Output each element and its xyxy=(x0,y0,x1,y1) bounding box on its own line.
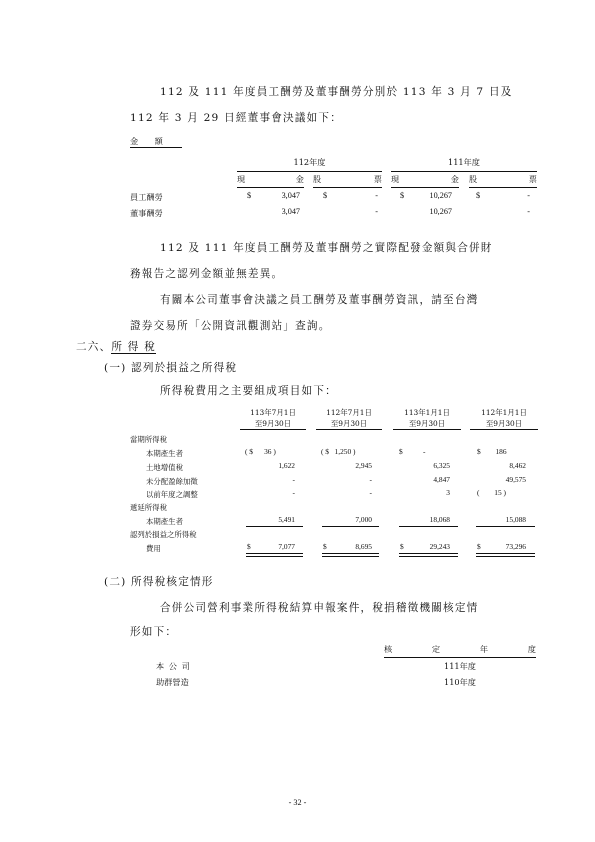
comp-row-label: 員工酬勞 xyxy=(130,192,163,202)
para1-line2: 112 年 3 月 29 日經董事會決議如下： xyxy=(130,112,343,124)
tax-value: ( 15 ) xyxy=(477,488,506,497)
tax-total-value: 8,695 xyxy=(355,542,372,551)
approval-header-char: 度 xyxy=(527,644,536,654)
approval-row-label: 本 公 司 xyxy=(156,661,191,671)
tax-col-header-line2: 至9月30日 xyxy=(316,418,382,430)
comp-value: 10,267 xyxy=(429,191,452,200)
tax-value: - xyxy=(292,475,295,484)
sub2-title: (二) 所得稅核定情形 xyxy=(104,576,214,588)
tax-row-label: 土地增值稅 xyxy=(146,463,183,472)
divider xyxy=(384,657,536,658)
tax-col-header-line1: 113年1月1日 xyxy=(404,408,450,417)
tax-value: ( $ 36 ) xyxy=(245,447,276,456)
unit-label: 金 額 xyxy=(130,136,182,148)
currency-symbol: $ xyxy=(477,542,481,551)
col-cash-char: 金 xyxy=(295,174,304,184)
approval-row-label: 助群營造 xyxy=(156,677,189,687)
col-stock-char: 股 xyxy=(313,174,322,184)
tax-row-label: 本期產生者 xyxy=(146,517,183,526)
tax-total-value: 7,077 xyxy=(278,542,295,551)
tax-value: 5,491 xyxy=(278,515,295,524)
tax-value: 49,575 xyxy=(505,475,526,484)
currency-symbol: $ xyxy=(323,191,328,200)
col-cash-112 xyxy=(237,174,304,185)
section-title: 所 得 稅 xyxy=(111,341,156,353)
currency-symbol: $ xyxy=(476,191,481,200)
total-label-line2: 費用 xyxy=(146,544,161,553)
currency-symbol: $ xyxy=(247,542,251,551)
divider xyxy=(237,171,382,172)
tax-value: 18,068 xyxy=(429,515,450,524)
para3-line2: 證券交易所「公開資訊觀測站」查詢。 xyxy=(130,320,331,332)
currency-symbol: $ xyxy=(400,542,404,551)
para1-line1: 112 及 111 年度員工酬勞及董事酬勞分別於 113 年 3 月 7 日及 xyxy=(160,86,513,98)
approval-header-char: 年 xyxy=(479,644,489,654)
comp-value: - xyxy=(375,207,378,216)
approval-header-char: 核 xyxy=(384,644,393,654)
tax-col-header-line2: 至9月30日 xyxy=(470,418,538,430)
divider xyxy=(399,526,458,527)
sub2-line1: 合併公司營利事業所得稅結算申報案件，稅捐稽徵機關核定情 xyxy=(160,602,479,614)
comp-value: 10,267 xyxy=(429,207,452,216)
currency-symbol: $ xyxy=(323,542,327,551)
sub1-intro: 所得稅費用之主要組成項目如下： xyxy=(160,385,337,397)
divider xyxy=(322,526,379,527)
tax-col-header-line1: 112年1月1日 xyxy=(481,408,527,417)
tax-value: 2,945 xyxy=(355,461,372,470)
tax-value: - xyxy=(292,488,295,497)
divider xyxy=(237,187,304,188)
col-stock-char: 票 xyxy=(373,174,382,184)
tax-col-header xyxy=(240,407,306,430)
tax-col-header-line1: 113年7月1日 xyxy=(250,408,296,417)
tax-value: - xyxy=(369,475,372,484)
tax-value: $ - xyxy=(399,447,426,456)
tax-value: - xyxy=(369,488,372,497)
divider xyxy=(469,187,537,188)
comp-value: - xyxy=(527,207,530,216)
tax-value: 8,462 xyxy=(509,461,526,470)
tax-col-header-line2: 至9月30日 xyxy=(393,418,461,430)
tax-col-header xyxy=(470,407,538,430)
section-heading xyxy=(76,339,156,354)
tax-value: 6,325 xyxy=(433,461,450,470)
comp-value: - xyxy=(375,191,378,200)
tax-value: $ 186 xyxy=(477,447,507,456)
col-stock-111 xyxy=(469,174,537,185)
double-underline xyxy=(399,553,458,557)
comp-value: - xyxy=(527,191,530,200)
tax-total-value: 73,296 xyxy=(505,542,526,551)
tax-row-label: 未分配盈餘加徵 xyxy=(146,477,198,486)
tax-row-label: 本期產生者 xyxy=(146,449,183,458)
double-underline xyxy=(476,553,535,557)
double-underline xyxy=(246,553,303,557)
tax-col-header xyxy=(316,407,382,430)
divider xyxy=(391,171,537,172)
sub2-line2: 形如下： xyxy=(130,626,178,638)
page-number: - 32 - xyxy=(288,798,307,807)
tax-value: 15,088 xyxy=(505,515,526,524)
col-stock-char: 股 xyxy=(469,174,478,184)
comp-value: 3,047 xyxy=(281,207,300,216)
para2-line1: 112 及 111 年度員工酬勞及董事酬勞之實際配發金額與合併財 xyxy=(160,242,493,254)
deferred-tax-label: 遞延所得稅 xyxy=(130,503,167,512)
comp-row-label: 董事酬勞 xyxy=(130,208,163,218)
divider xyxy=(313,187,382,188)
sub1-title: (一) 認列於損益之所得稅 xyxy=(104,362,238,374)
col-cash-111 xyxy=(391,174,459,185)
col-cash-char: 現 xyxy=(391,174,400,184)
tax-col-header xyxy=(393,407,461,430)
divider xyxy=(476,526,535,527)
currency-symbol: $ xyxy=(400,191,405,200)
tax-col-header-line1: 112年7月1日 xyxy=(326,408,372,417)
col-cash-char: 金 xyxy=(450,174,459,184)
tax-value: 4,847 xyxy=(433,475,450,484)
approval-header-char: 定 xyxy=(431,644,441,654)
col-cash-char: 現 xyxy=(237,174,246,184)
tax-col-header-line2: 至9月30日 xyxy=(240,418,306,430)
tax-value: ( $ 1,250 ) xyxy=(321,447,356,456)
approval-row-value: 110年度 xyxy=(443,677,476,687)
year-112-header: 112年度 xyxy=(293,157,326,167)
tax-value: 7,000 xyxy=(355,515,372,524)
tax-value: 3 xyxy=(446,488,450,497)
currency-symbol: $ xyxy=(247,191,252,200)
para2-line2: 務報告之認列金額並無差異。 xyxy=(130,268,284,280)
year-111-header: 111年度 xyxy=(447,157,480,167)
section-prefix: 二六、 xyxy=(76,341,112,353)
total-label-line1: 認列於損益之所得稅 xyxy=(130,530,197,539)
col-stock-char: 票 xyxy=(528,174,537,184)
double-underline xyxy=(322,553,379,557)
divider xyxy=(391,187,459,188)
col-stock-112 xyxy=(313,174,382,185)
comp-value: 3,047 xyxy=(281,191,300,200)
tax-total-value: 29,243 xyxy=(429,542,450,551)
approval-header xyxy=(384,644,536,655)
tax-row-label: 以前年度之調整 xyxy=(146,490,198,499)
tax-value: 1,622 xyxy=(278,461,295,470)
para3-line1: 有關本公司董事會決議之員工酬勞及董事酬勞資訊，請至台灣 xyxy=(160,294,479,306)
current-tax-label: 當期所得稅 xyxy=(130,435,167,444)
divider xyxy=(246,526,303,527)
approval-row-value: 111年度 xyxy=(443,661,476,671)
